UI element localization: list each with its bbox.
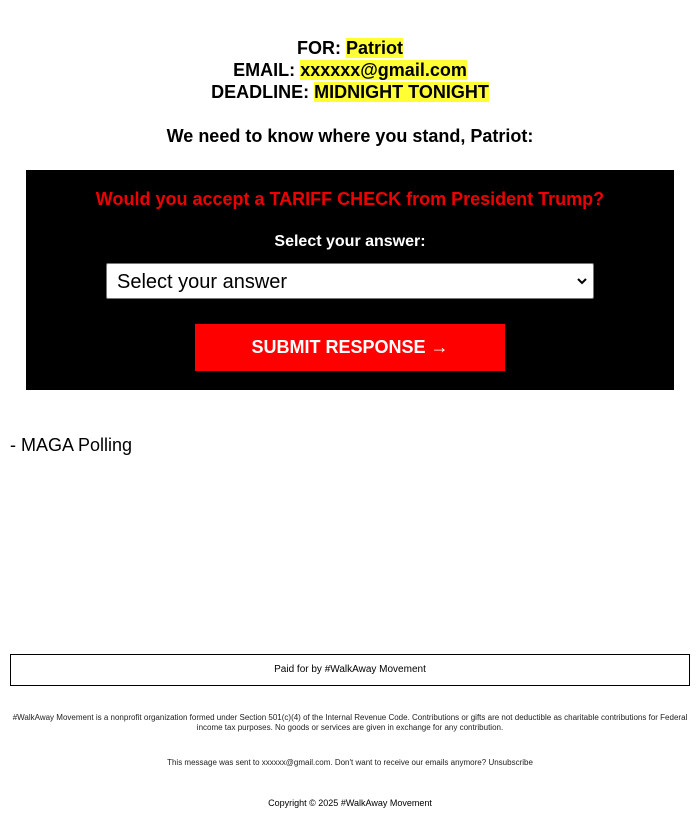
for-label: FOR: <box>296 38 341 58</box>
for-value: Patriot <box>346 38 404 58</box>
email-line <box>0 59 700 81</box>
deadline-label: DEADLINE: <box>211 82 310 102</box>
poll-box <box>26 170 674 390</box>
sent-to-line <box>0 758 700 768</box>
submit-response-button[interactable]: SUBMIT RESPONSE → <box>195 324 505 371</box>
sent-to-text: This message was sent to xxxxxx@gmail.com. Don't want to receive our emails anymore? <box>167 758 487 767</box>
signature: - MAGA Polling <box>10 435 133 455</box>
paid-for-box: Paid for by #WalkAway Movement <box>10 654 690 686</box>
intro-heading: We need to know where you stand, Patriot: <box>166 126 534 146</box>
poll-question: Would you accept a TARIFF CHECK from President Trump? <box>95 189 605 209</box>
deadline-value: MIDNIGHT TONIGHT <box>314 82 489 102</box>
chevron-down-icon <box>575 274 589 288</box>
for-line <box>0 37 700 59</box>
answer-select-value: Select your answer <box>117 271 288 293</box>
copyright: Copyright © 2025 #WalkAway Movement <box>268 798 432 808</box>
unsubscribe-link[interactable]: Unsubscribe <box>488 758 533 767</box>
select-label: Select your answer: <box>274 233 426 250</box>
recipient-info <box>0 37 700 103</box>
deadline-line <box>0 81 700 103</box>
email-value: xxxxxx@gmail.com <box>300 60 467 80</box>
answer-select[interactable] <box>106 263 594 299</box>
email-label: EMAIL: <box>233 60 296 80</box>
legal-disclaimer: #WalkAway Movement is a nonprofit organization formed under Section 501(c)(4) of the Internal Revenue Code. Contributions or gifts are not deductible as charitable contributions for Federal income tax purposes. No goods or services are given in exchange for any contribution. <box>12 713 688 732</box>
